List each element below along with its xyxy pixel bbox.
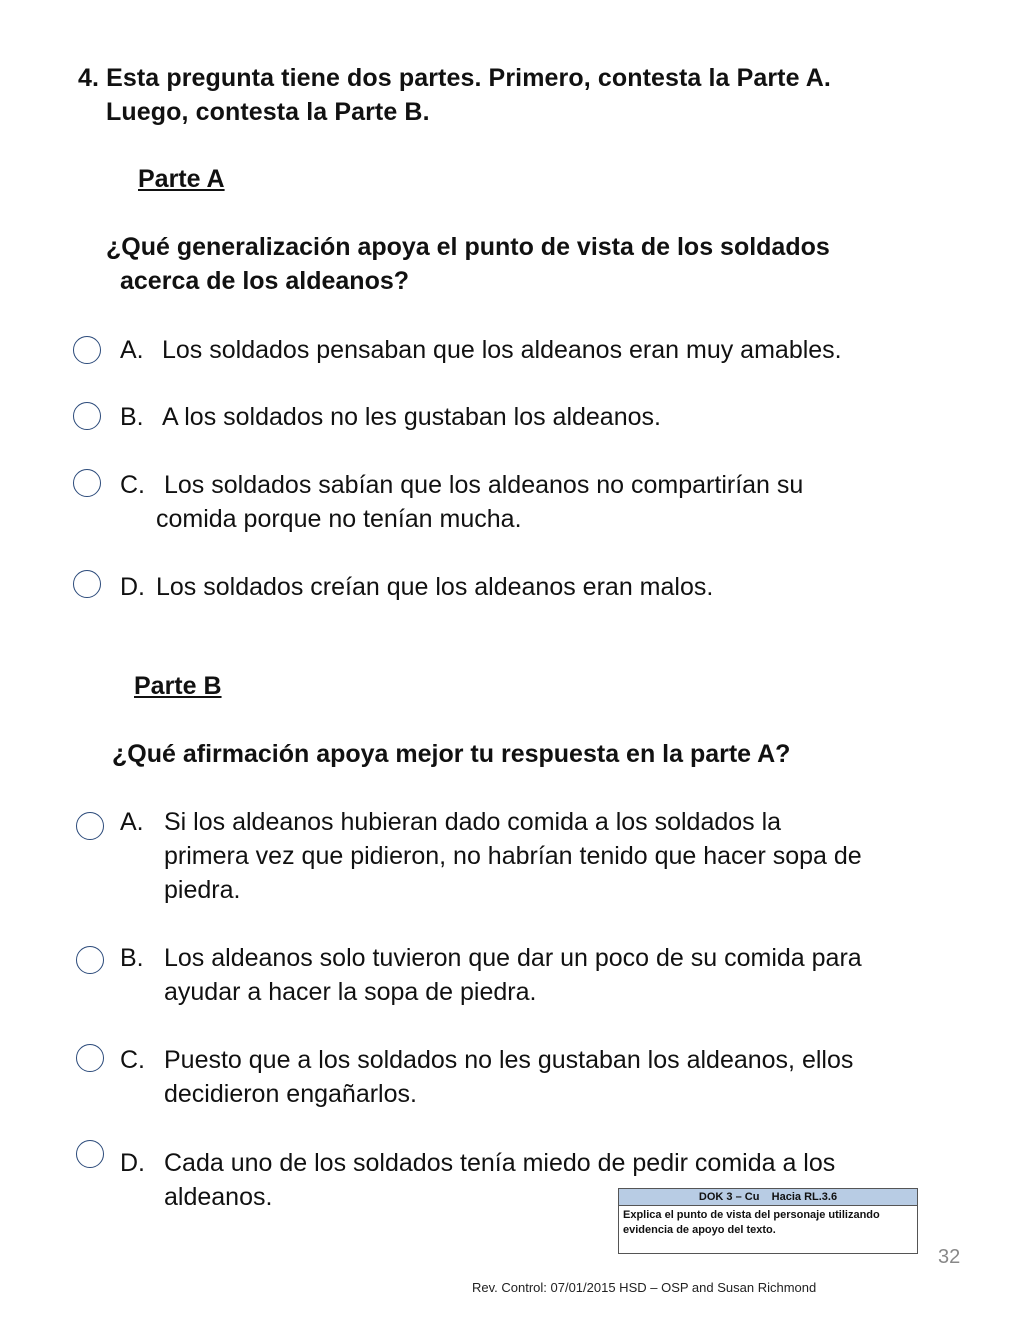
question-line-2: Luego, contesta la Parte B. — [106, 98, 430, 126]
option-text-line-1: Si los aldeanos hubieran dado comida a los soldados la — [164, 808, 782, 836]
dok-header: DOK 3 – Cu Hacia RL.3.6 — [619, 1189, 917, 1206]
part-b-prompt: ¿Qué afirmación apoya mejor tu respuesta en la parte A? — [112, 740, 791, 768]
footer-revision: Rev. Control: 07/01/2015 HSD – OSP and Susan Richmond — [472, 1280, 817, 1295]
radio-button[interactable] — [73, 402, 101, 430]
option-letter: D. — [120, 573, 145, 601]
radio-button[interactable] — [76, 812, 104, 840]
option-text-line-1: Los soldados sabían que los aldeanos no compartirían su — [164, 471, 804, 499]
option-letter: A. — [120, 336, 144, 364]
option-letter: A. — [120, 808, 144, 836]
page-number: 32 — [938, 1246, 961, 1268]
option-text: A los soldados no les gustaban los aldeanos. — [162, 403, 661, 431]
dok-body-line-1: Explica el punto de vista del personaje utilizando — [623, 1209, 880, 1221]
option-text-line-2: decidieron engañarlos. — [164, 1080, 417, 1108]
option-text-line-2: ayudar a hacer la sopa de piedra. — [164, 978, 537, 1006]
option-letter: C. — [120, 471, 145, 499]
radio-button[interactable] — [73, 570, 101, 598]
option-letter: B. — [120, 944, 144, 972]
option-text: Los soldados creían que los aldeanos eran malos. — [156, 573, 714, 601]
option-letter: C. — [120, 1046, 145, 1074]
radio-button[interactable] — [73, 336, 101, 364]
dok-body-line-2: evidencia de apoyo del texto. — [623, 1224, 776, 1236]
radio-button[interactable] — [76, 1140, 104, 1168]
part-a-prompt-line-1: ¿Qué generalización apoya el punto de vista de los soldados — [106, 233, 830, 261]
option-text-line-1: Puesto que a los soldados no les gustaban los aldeanos, ellos — [164, 1046, 854, 1074]
part-b-title: Parte B — [134, 672, 222, 700]
option-text-line-3: piedra. — [164, 876, 241, 904]
option-text-line-2: aldeanos. — [164, 1183, 273, 1211]
radio-button[interactable] — [73, 469, 101, 497]
option-letter: B. — [120, 403, 144, 431]
option-text-line-2: primera vez que pidieron, no habrían tenido que hacer sopa de — [164, 842, 862, 870]
option-text-line-1: Los aldeanos solo tuvieron que dar un poco de su comida para — [164, 944, 862, 972]
dok-body — [619, 1206, 917, 1240]
question-line-1: 4. Esta pregunta tiene dos partes. Primero, contesta la Parte A. — [78, 64, 831, 92]
part-a-title: Parte A — [138, 165, 225, 193]
dok-standard-box — [618, 1188, 918, 1254]
radio-button[interactable] — [76, 946, 104, 974]
option-text: Los soldados pensaban que los aldeanos eran muy amables. — [162, 336, 842, 364]
radio-button[interactable] — [76, 1044, 104, 1072]
part-a-prompt-line-2: acerca de los aldeanos? — [120, 267, 410, 295]
option-text-line-1: Cada uno de los soldados tenía miedo de pedir comida a los — [164, 1149, 836, 1177]
option-text-line-2: comida porque no tenían mucha. — [156, 505, 522, 533]
option-letter: D. — [120, 1149, 145, 1177]
